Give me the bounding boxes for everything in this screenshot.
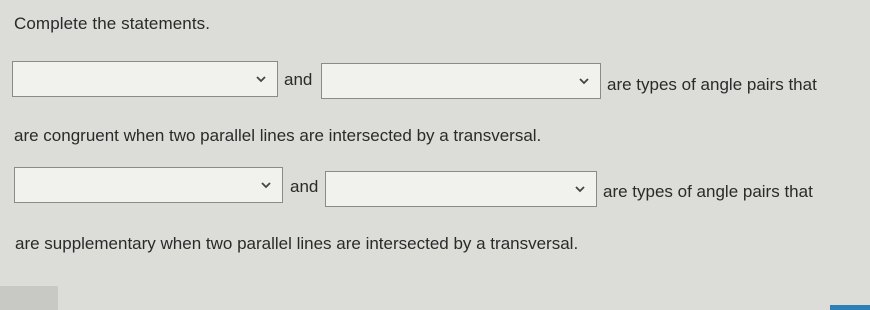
- statement1-connector: and: [284, 70, 313, 89]
- statement1-dropdown-2[interactable]: [321, 63, 601, 99]
- chevron-down-icon: [255, 73, 267, 85]
- statement1-line2: are congruent when two parallel lines are intersected by a transversal.: [14, 126, 542, 145]
- statement1-line1-tail: are types of angle pairs that: [607, 75, 817, 94]
- statement2-line2: are supplementary when two parallel lines are intersected by a transversal.: [15, 234, 579, 253]
- chevron-down-icon: [260, 179, 272, 191]
- bottom-left-panel: [0, 286, 58, 310]
- statement1-dropdown-1[interactable]: [12, 61, 278, 97]
- chevron-down-icon: [578, 75, 590, 87]
- statement2-dropdown-1[interactable]: [14, 167, 283, 203]
- chevron-down-icon: [574, 183, 586, 195]
- bottom-right-accent-bar: [830, 305, 870, 310]
- statement2-connector: and: [290, 177, 319, 196]
- instructions-title: Complete the statements.: [14, 14, 211, 33]
- statement2-dropdown-2[interactable]: [325, 171, 597, 207]
- statement2-line1-tail: are types of angle pairs that: [603, 182, 813, 201]
